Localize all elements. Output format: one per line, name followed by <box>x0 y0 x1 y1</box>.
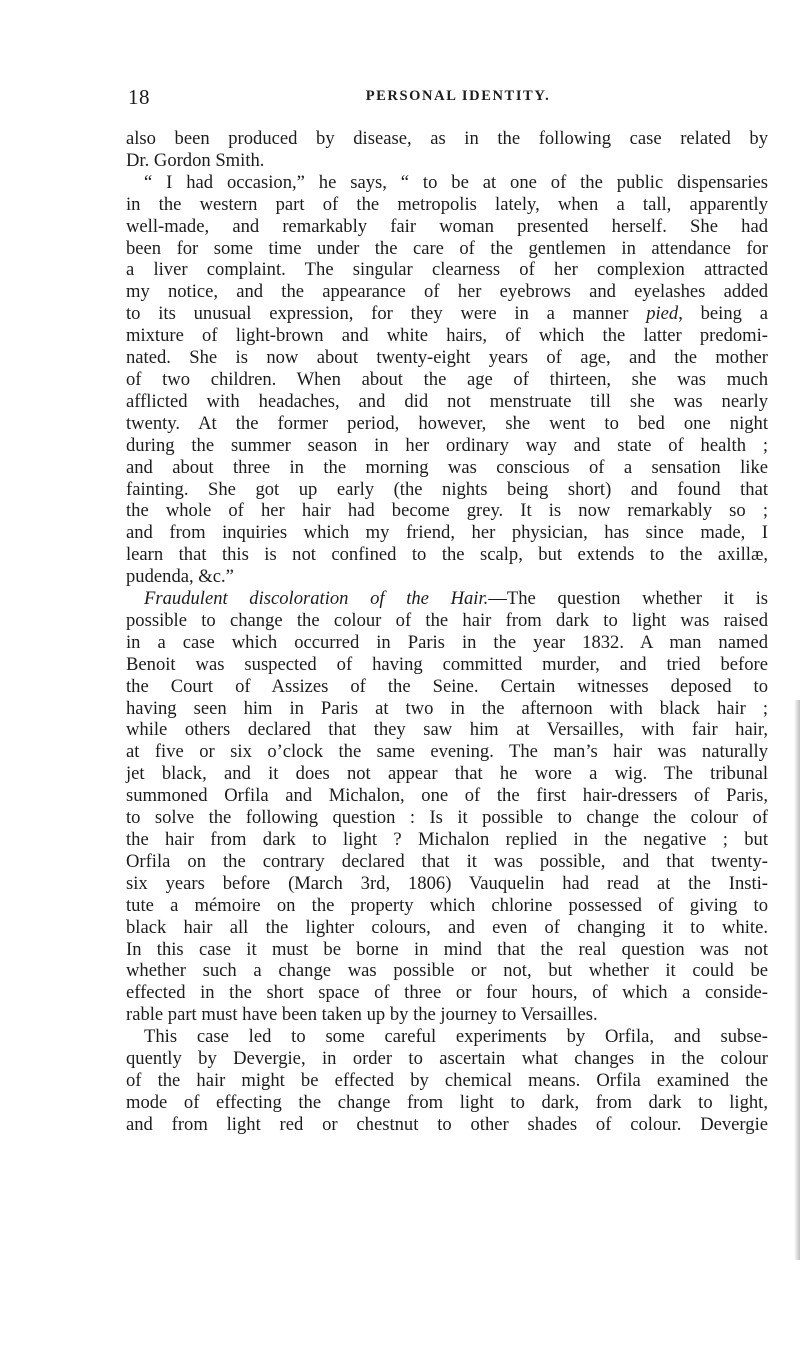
line-text-before: to its unusual expression, for they were in a manner <box>126 303 647 325</box>
text-line <box>126 544 768 566</box>
text-line <box>126 435 768 457</box>
line-text: Benoit was suspected of having committed murder, and tried before <box>126 653 768 675</box>
text-line <box>126 982 768 1004</box>
line-text: well-made, and remarkably fair woman presented herself. She had <box>126 215 768 237</box>
line-text: mode of effecting the change from light to dark, from dark to light, <box>126 1091 768 1113</box>
line-text: during the summer season in her ordinary way and state of health ; <box>126 434 768 456</box>
line-text: and about three in the morning was conscious of a sensation like <box>126 456 768 478</box>
line-text: “ I had occasion,” he says, “ to be at one of the public dispensaries <box>144 171 768 193</box>
text-line <box>126 259 768 281</box>
line-text: the Court of Assizes of the Seine. Certain witnesses deposed to <box>126 675 768 697</box>
text-line <box>126 150 768 172</box>
italic-text: Fraudulent discoloration of the Hair. <box>144 588 489 610</box>
text-line <box>126 457 768 479</box>
line-text: quently by Devergie, in order to ascertain what changes in the colour <box>126 1048 768 1070</box>
text-line <box>126 1114 768 1136</box>
text-line <box>126 610 768 632</box>
text-line <box>126 741 768 763</box>
line-text: Orfila on the contrary declared that it was possible, and that twenty- <box>126 850 768 872</box>
text-line <box>126 588 768 610</box>
line-text: afflicted with headaches, and did not menstruate till she was nearly <box>126 390 768 412</box>
text-line <box>126 719 768 741</box>
text-line <box>126 960 768 982</box>
line-text: In this case it must be borne in mind that the real question was not <box>126 938 768 960</box>
running-head <box>128 85 768 111</box>
text-line <box>126 413 768 435</box>
text-line <box>126 1092 768 1114</box>
text-line <box>126 807 768 829</box>
text-line <box>126 128 768 150</box>
body-text <box>126 128 768 1136</box>
line-text: of the hair might be effected by chemical means. Orfila examined the <box>126 1069 768 1091</box>
line-text: mixture of light-brown and white hairs, of which the latter predomi- <box>126 325 768 347</box>
text-line <box>126 632 768 654</box>
line-text: tute a mémoire on the property which chlorine possessed of giving to <box>126 894 768 916</box>
text-line <box>126 939 768 961</box>
line-text: Dr. Gordon Smith. <box>126 149 265 171</box>
text-line <box>126 917 768 939</box>
line-text: been for some time under the care of the gentlemen in attendance for <box>126 237 768 259</box>
line-text: also been produced by disease, as in the following case related by <box>126 128 768 149</box>
text-line <box>126 566 768 588</box>
line-text: and from inquiries which my friend, her physician, has since made, I <box>126 522 768 544</box>
text-line <box>126 238 768 260</box>
line-text: fainting. She got up early (the nights being short) and found that <box>126 478 768 500</box>
text-line <box>126 479 768 501</box>
line-text: in a case which occurred in Paris in the year 1832. A man named <box>126 631 768 653</box>
line-text: of two children. When about the age of thirteen, she was much <box>126 368 768 390</box>
line-text: jet black, and it does not appear that he wore a wig. The tribunal <box>126 763 768 785</box>
text-line <box>126 785 768 807</box>
line-text: while others declared that they saw him at Versailles, with fair hair, <box>126 719 768 741</box>
text-line <box>126 829 768 851</box>
italic-text: pied <box>646 303 679 325</box>
text-line <box>126 895 768 917</box>
text-line <box>126 303 768 325</box>
text-line <box>126 522 768 544</box>
text-line <box>126 1004 768 1026</box>
line-text: whether such a change was possible or not, but whether it could be <box>126 960 768 982</box>
line-text-after: , being a <box>678 303 768 325</box>
text-line <box>126 369 768 391</box>
text-line <box>126 851 768 873</box>
line-text: pudenda, &c.” <box>126 566 234 588</box>
text-line <box>126 281 768 303</box>
line-text: having seen him in Paris at two in the afternoon with black hair ; <box>126 697 768 719</box>
line-text: learn that this is not confined to the scalp, but extends to the axillæ, <box>126 544 768 566</box>
text-line <box>126 1048 768 1070</box>
page-number: 18 <box>128 85 150 109</box>
line-text: twenty. At the former period, however, she went to bed one night <box>126 412 768 434</box>
text-line <box>126 325 768 347</box>
text-line <box>126 763 768 785</box>
text-line <box>126 654 768 676</box>
running-title: PERSONAL IDENTITY. <box>365 88 551 104</box>
line-text: black hair all the lighter colours, and even of changing it to white. <box>126 916 768 938</box>
line-text: in the western part of the metropolis lately, when a tall, apparently <box>126 193 768 215</box>
text-line <box>126 1070 768 1092</box>
line-text: This case led to some careful experiments by Orfila, and subse- <box>144 1026 768 1048</box>
text-line <box>126 347 768 369</box>
line-text: six years before (March 3rd, 1806) Vauquelin had read at the Insti- <box>126 872 768 894</box>
text-line <box>126 194 768 216</box>
line-text: at five or six o’clock the same evening. The man’s hair was naturally <box>126 741 768 763</box>
line-text: effected in the short space of three or four hours, of which a conside- <box>126 982 768 1004</box>
line-text: to solve the following question : Is it possible to change the colour of <box>126 807 768 829</box>
line-text: rable part must have been taken up by the journey to Versailles. <box>126 1004 598 1026</box>
line-text: the hair from dark to light ? Michalon replied in the negative ; but <box>126 829 768 850</box>
text-line <box>126 698 768 720</box>
page-edge-shadow <box>794 700 800 1260</box>
text-line <box>126 1026 768 1048</box>
text-line <box>126 172 768 194</box>
text-line <box>126 500 768 522</box>
text-line <box>126 391 768 413</box>
text-line <box>126 676 768 698</box>
text-line <box>126 873 768 895</box>
text-line <box>126 216 768 238</box>
line-text: possible to change the colour of the hair from dark to light was raised <box>126 609 768 631</box>
line-text: and from light red or chestnut to other shades of colour. Devergie <box>126 1113 768 1135</box>
line-text: my notice, and the appearance of her eyebrows and eyelashes added <box>126 281 768 303</box>
line-text-after: —The question whether it is <box>488 588 768 610</box>
line-text: nated. She is now about twenty-eight years of age, and the mother <box>126 347 768 369</box>
line-text: summoned Orfila and Michalon, one of the first hair-dressers of Paris, <box>126 785 768 807</box>
line-text: a liver complaint. The singular clearness of her complexion attracted <box>126 259 768 281</box>
line-text: the whole of her hair had become grey. It is now remarkably so ; <box>126 500 768 522</box>
